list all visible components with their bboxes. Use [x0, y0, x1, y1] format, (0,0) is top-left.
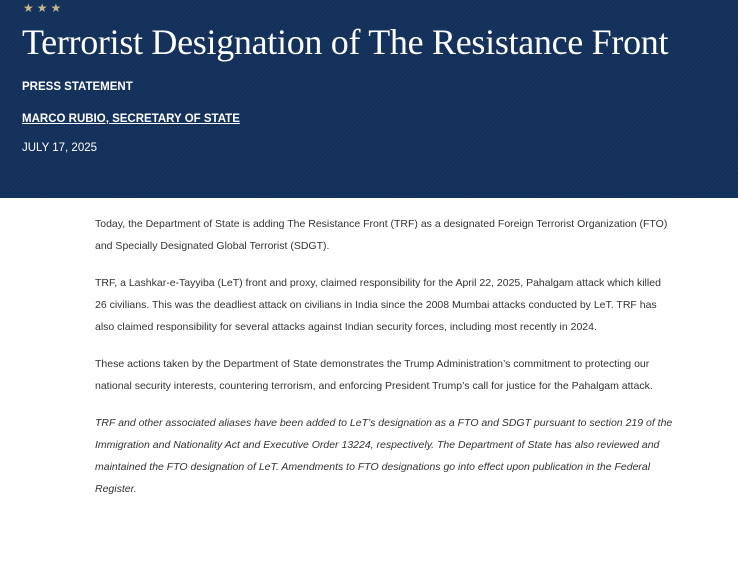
article-paragraph: These actions taken by the Department of State demonstrates the Trump Administration’s commitment to protecting our national security interests, countering terrorism, and enforcing President Trump’s call for justice for the Pahalgam attack. — [95, 358, 653, 392]
article-paragraph: Today, the Department of State is adding The Resistance Front (TRF) as a designated Foreign Terrorist Organization (FTO) and Specially Designated Global Terrorist (SDGT). — [95, 218, 668, 252]
page-title: Terrorist Designation of The Resistance Front — [22, 22, 669, 62]
page-header-banner — [0, 0, 738, 198]
article-paragraph: TRF, a Lashkar-e-Tayyiba (LeT) front and proxy, claimed responsibility for the April 22, 2025, Pahalgam attack which killed 26 civilians. This was the deadliest attack on civilians in India since the 2008 Mumbai attacks conducted by LeT. TRF has also claimed responsibility for several attacks against Indian security forces, including most recently in 2024. — [95, 277, 661, 333]
stars-icon: ★★★ — [23, 1, 65, 15]
publish-date: JULY 17, 2025 — [22, 142, 98, 154]
author-link[interactable]: MARCO RUBIO, SECRETARY OF STATE — [22, 113, 240, 125]
article-body — [95, 213, 675, 515]
article-paragraph-italic: TRF and other associated aliases have been added to LeT’s designation as a FTO and SDGT pursuant to section 219 of the Immigration and Nationality Act and Executive Order 13224, respectively. The Department of State has also reviewed and maintained the FTO designation of LeT. Amendments to FTO designations go into effect upon publication in the Federal Register. — [95, 417, 673, 495]
document-type-label: PRESS STATEMENT — [22, 81, 133, 93]
